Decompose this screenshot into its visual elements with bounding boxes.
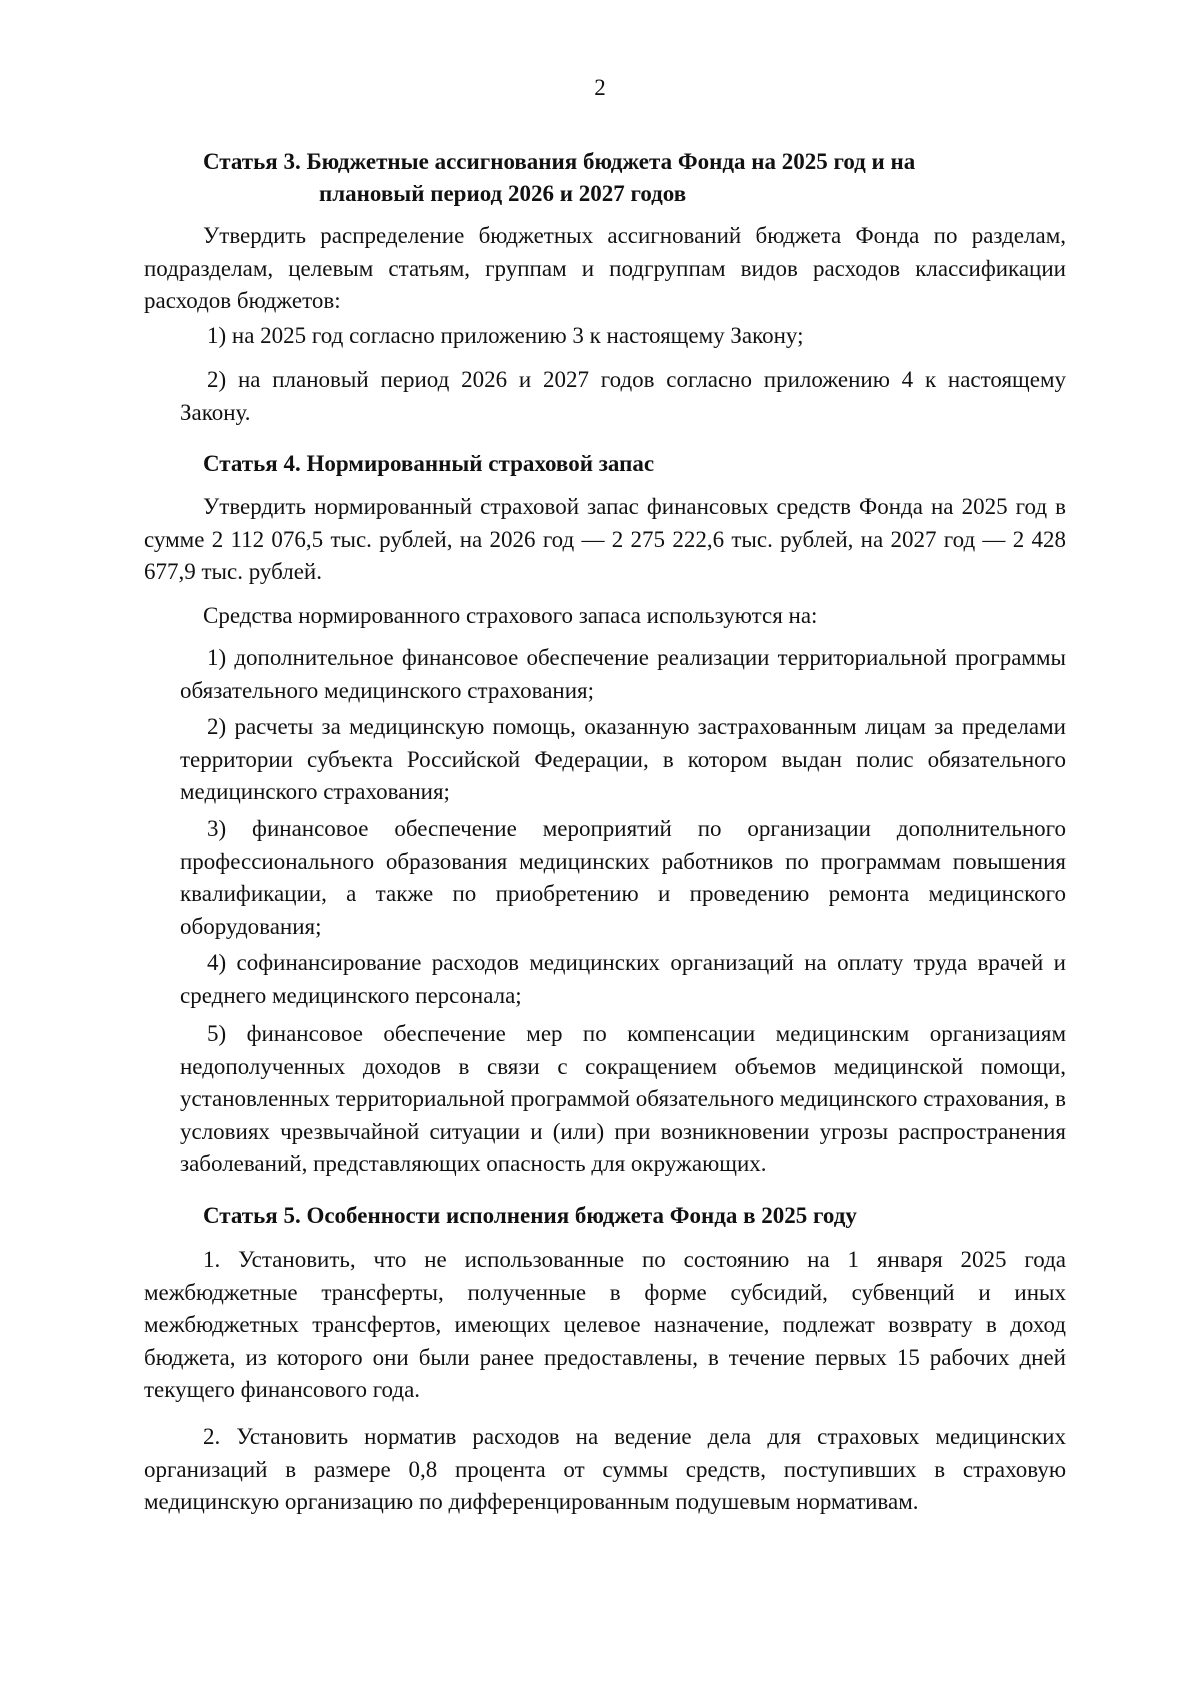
article4-item-3: 3) финансовое обеспечение мероприятий по организации дополнительного профессионального образования медицинских работников по программам повышения квалификации, а также по приобретению и проведению ремонта медицинского оборудования; (180, 816, 1066, 939)
article5-para1: 1. Установить, что не использованные по состоянию на 1 января 2025 года межбюджетные трансферты, полученные в форме субсидий, субвенций и иных межбюджетных трансфертов, имеющих целевое назначение, подлежат возврату в доход бюджета, из которого они были ранее предоставлены, в течение первых 15 рабочих дней текущего финансового года. (144, 1247, 1066, 1402)
article3-title-line1: Статья 3. Бюджетные ассигнования бюджета Фонда на 2025 год и на (203, 149, 916, 174)
article5-title: Статья 5. Особенности исполнения бюджета Фонда в 2025 году (203, 1203, 857, 1228)
article4-item-5: 5) финансовое обеспечение мер по компенсации медицинским организациям недополученных доходов в связи с сокращением объемов медицинской помощи, установленных территориальной программой обязательного медицинского страхования, в условиях чрезвычайной ситуации и (или) при возникновении угрозы распространения заболеваний, представляющих опасность для окружающих. (180, 1021, 1066, 1176)
article3-title-line2: плановый период 2026 и 2027 годов (319, 181, 687, 206)
article3-intro: Утвердить распределение бюджетных ассигнований бюджета Фонда по разделам, подразделам, целевым статьям, группам и подгруппам видов расходов классификации расходов бюджетов: (144, 223, 1066, 313)
article4-item-2: 2) расчеты за медицинскую помощь, оказанную застрахованным лицам за пределами территории субъекта Российской Федерации, в котором выдан полис обязательного медицинского страхования; (180, 714, 1066, 804)
article3-item-2: 2) на плановый период 2026 и 2027 годов согласно приложению 4 к настоящему Закону. (180, 367, 1066, 425)
page-number: 2 (594, 75, 606, 100)
article4-title: Статья 4. Нормированный страховой запас (203, 451, 655, 476)
article3-item-1: 1) на 2025 год согласно приложению 3 к настоящему Закону; (207, 323, 804, 348)
article4-para2: Средства нормированного страхового запаса используются на: (203, 603, 818, 628)
article4-item-1: 1) дополнительное финансовое обеспечение реализации территориальной программы обязательного медицинского страхования; (180, 645, 1066, 703)
article4-item-4: 4) софинансирование расходов медицинских организаций на оплату труда врачей и среднего медицинского персонала; (180, 950, 1066, 1008)
article4-para1: Утвердить нормированный страховой запас финансовых средств Фонда на 2025 год в сумме 2 112 076,5 тыс. рублей, на 2026 год — 2 275 222,6 тыс. рублей, на 2027 год — 2 428 677,9 тыс. рублей. (144, 494, 1066, 584)
article5-para2: 2. Установить норматив расходов на ведение дела для страховых медицинских организаций в размере 0,8 процента от суммы средств, поступивших в страховую медицинскую организацию по дифференцированным подушевым нормативам. (144, 1424, 1066, 1514)
